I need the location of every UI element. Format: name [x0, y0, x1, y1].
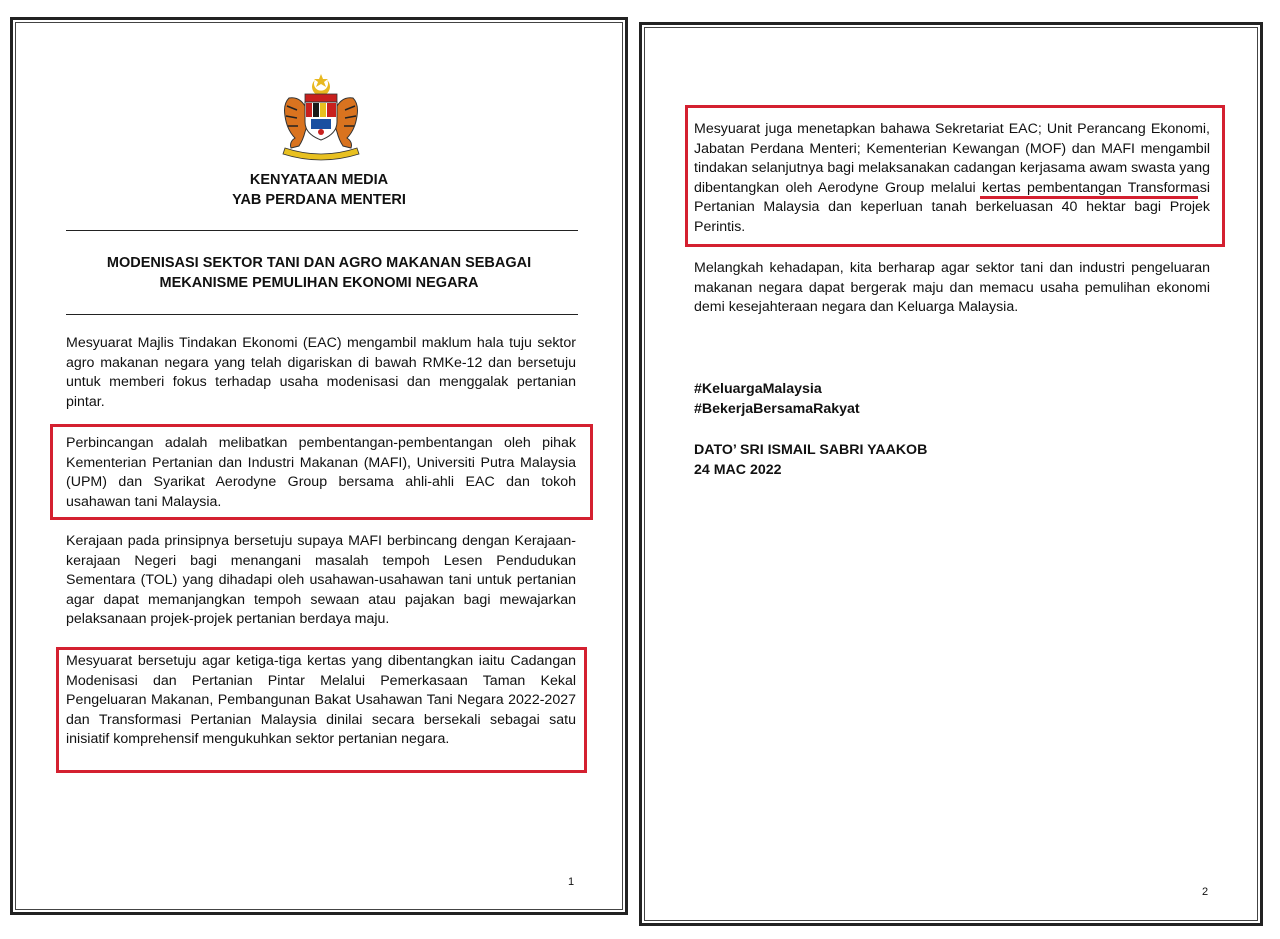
heading-line-2: YAB PERDANA MENTERI [232, 192, 406, 208]
signatory-name: DATO’ SRI ISMAIL SABRI YAAKOB [694, 442, 928, 458]
divider-bottom [66, 314, 578, 315]
page-number: 2 [1202, 886, 1209, 898]
hashtag-1: #KeluargaMalaysia [694, 381, 822, 397]
heading-line-1: KENYATAAN MEDIA [249, 172, 389, 188]
subject-line-1: MODENISASI SEKTOR TANI DAN AGRO MAKANAN SEBAGAI [106, 255, 532, 271]
hashtag-2: #BekerjaBersamaRakyat [694, 401, 860, 417]
paragraph-5: Mesyuarat juga menetapkan bahawa Sekretariat EAC; Unit Perancang Ekonomi, Jabatan Perdana Menteri; Kementerian Kewangan (MOF) dan MAFI mengambil tindakan selanjutnya bagi melaksanakan cadangan kerjasama awam swasta yang dibentangkan oleh Aerodyne Group melalui kertas pembentangan Transformasi Pertanian Malaysia dan keperluan tanah berkeluasan 40 hektar bagi Projek Perintis. [694, 121, 1210, 235]
subject-line-2: MEKANISME PEMULIHAN EKONOMI NEGARA [159, 275, 479, 291]
paragraph-4: Mesyuarat bersetuju agar ketiga-tiga kertas yang dibentangkan iaitu Cadangan Modenisasi dan Pertanian Pintar Melalui Pemerkasaan Taman Kekal Pengeluaran Makanan, Pembangunan Bakat Usahawan Tani Negara 2022-2027 dan Transformasi Pertanian Malaysia dinilai secara bersekali sebagai satu inisiatif komprehensif mengukuhkan sektor pertanian negara. [66, 653, 576, 748]
paragraph-1: Mesyuarat Majlis Tindakan Ekonomi (EAC) mengambil maklum hala tuju sektor agro makanan negara yang telah digariskan di bawah RMKe-12 dan bersetuju untuk memberi fokus terhadap usaha modenisasi dan menggalak pertanian pintar. [66, 335, 576, 410]
underline-highlight [980, 196, 1198, 199]
statement-date: 24 MAC 2022 [694, 462, 782, 478]
divider-top [66, 230, 578, 231]
page-number: 1 [568, 876, 575, 888]
paragraph-3: Kerajaan pada prinsipnya bersetuju supaya MAFI berbincang dengan Kerajaan-kerajaan Negeri bagi menangani masalah tempoh Lesen Pendudukan Sementara (TOL) yang dihadapi oleh usahawan-usahawan tani untuk pertanian agar dapat memanjangkan tempoh sewaan atau pajakan bagi mewajarkan pelaksanaan projek-projek pertanian berdaya maju. [66, 533, 576, 628]
document-page-2 [639, 22, 1263, 926]
document-page-1 [10, 17, 628, 915]
malaysia-coat-of-arms-icon [271, 70, 371, 166]
paragraph-2: Perbincangan adalah melibatkan pembentangan-pembentangan oleh pihak Kementerian Pertanian dan Industri Makanan (MAFI), Universiti Putra Malaysia (UPM) dan Syarikat Aerodyne Group bersama ahli-ahli EAC dan tokoh usahawan tani Malaysia. [66, 435, 576, 510]
paragraph-6: Melangkah kehadapan, kita berharap agar sektor tani dan industri pengeluaran makanan negara dapat bergerak maju dan memacu usaha pemulihan ekonomi demi kesejahteraan negara dan Keluarga Malaysia. [694, 260, 1210, 316]
